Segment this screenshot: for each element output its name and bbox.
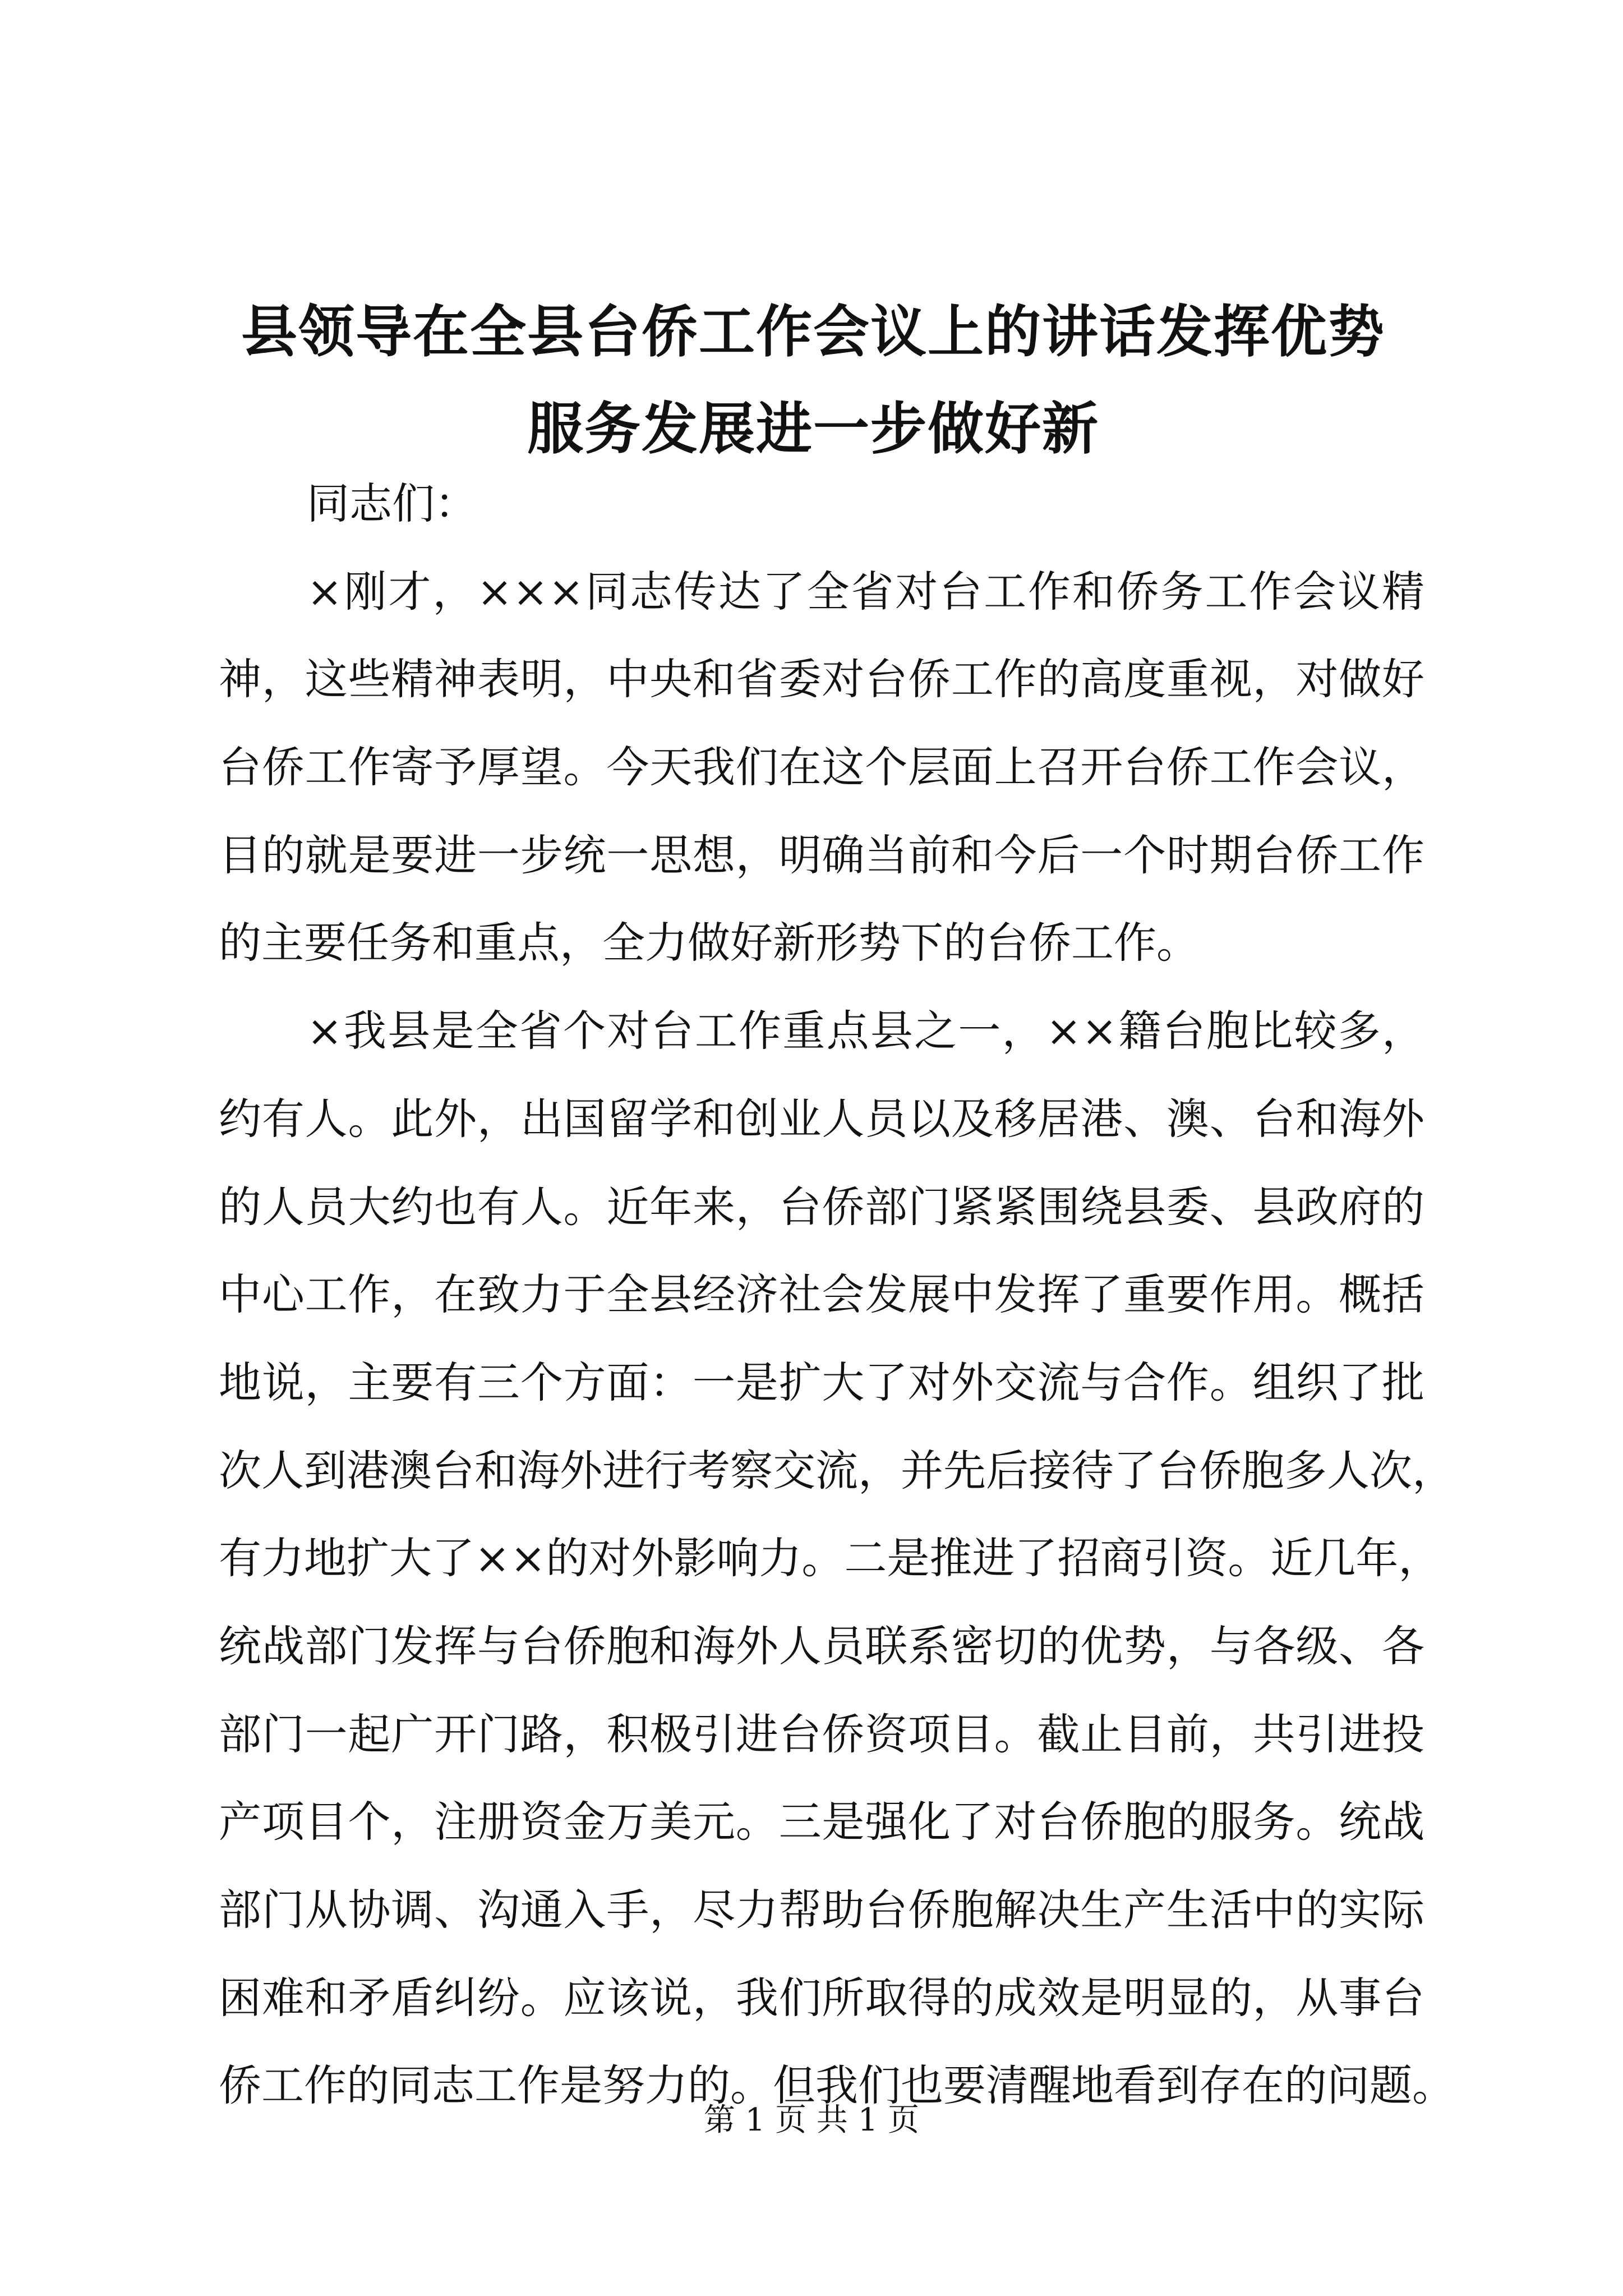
paragraph-line: 神，这些精神表明，中央和省委对台侨工作的高度重视，对做好 [219, 654, 1424, 705]
paragraph-line: 约有人。此外，出国留学和创业人员以及移居港、澳、台和海外 [219, 1093, 1424, 1144]
salutation: 同志们： [307, 478, 477, 528]
paragraph-line: ×刚才，×××同志传达了全省对台工作和侨务工作会议精 [307, 566, 1424, 616]
paragraph-line: 的人员大约也有人。近年来，台侨部门紧紧围绕县委、县政府的 [219, 1181, 1424, 1232]
paragraph-line: 部门一起广开门路，积极引进台侨资项目。截止目前，共引进投 [219, 1709, 1424, 1759]
paragraph-line: ×我县是全省个对台工作重点县之一，××籍台胞比较多， [307, 1006, 1424, 1056]
paragraph-2 [219, 987, 1455, 2130]
paragraph-line: 的主要任务和重点，全力做好新形势下的台侨工作。 [219, 918, 1199, 968]
paragraph-line: 侨工作的同志工作是努力的。但我们也要清醒地看到存在的问题。 [219, 2060, 1455, 2111]
title-line: 县领导在全县台侨工作会议上的讲话发挥优势 [241, 298, 1385, 365]
paragraph-1 [219, 548, 1424, 987]
paragraph-line: 有力地扩大了××的对外影响力。二是推进了招商引资。近几年， [219, 1533, 1441, 1584]
document-body [219, 460, 1455, 2130]
paragraph-line: 部门从协调、沟通入手，尽力帮助台侨胞解决生产生活中的实际 [219, 1885, 1424, 1935]
paragraph-line: 中心工作，在致力于全县经济社会发展中发挥了重要作用。概括 [219, 1269, 1424, 1320]
paragraph-line: 台侨工作寄予厚望。今天我们在这个层面上召开台侨工作会议， [219, 742, 1424, 793]
title-line: 服务发展进一步做好新 [527, 395, 1099, 462]
document-title [202, 283, 1424, 477]
paragraph-line: 目的就是要进一步统一思想，明确当前和今后一个时期台侨工作 [219, 830, 1424, 880]
paragraph-line: 产项目个，注册资金万美元。三是强化了对台侨胞的服务。统战 [219, 1797, 1424, 1847]
paragraph-line: 次人到港澳台和海外进行考察交流，并先后接待了台侨胞多人次， [219, 1445, 1455, 1496]
paragraph-line: 地说，主要有三个方面：一是扩大了对外交流与合作。组织了批 [219, 1357, 1424, 1407]
page-footer: 第 1 页 共 1 页 [703, 2102, 920, 2138]
paragraph-line: 困难和矛盾纠纷。应该说，我们所取得的成效是明显的，从事台 [219, 1972, 1424, 2023]
paragraph-line: 统战部门发挥与台侨胞和海外人员联系密切的优势，与各级、各 [219, 1621, 1424, 1671]
